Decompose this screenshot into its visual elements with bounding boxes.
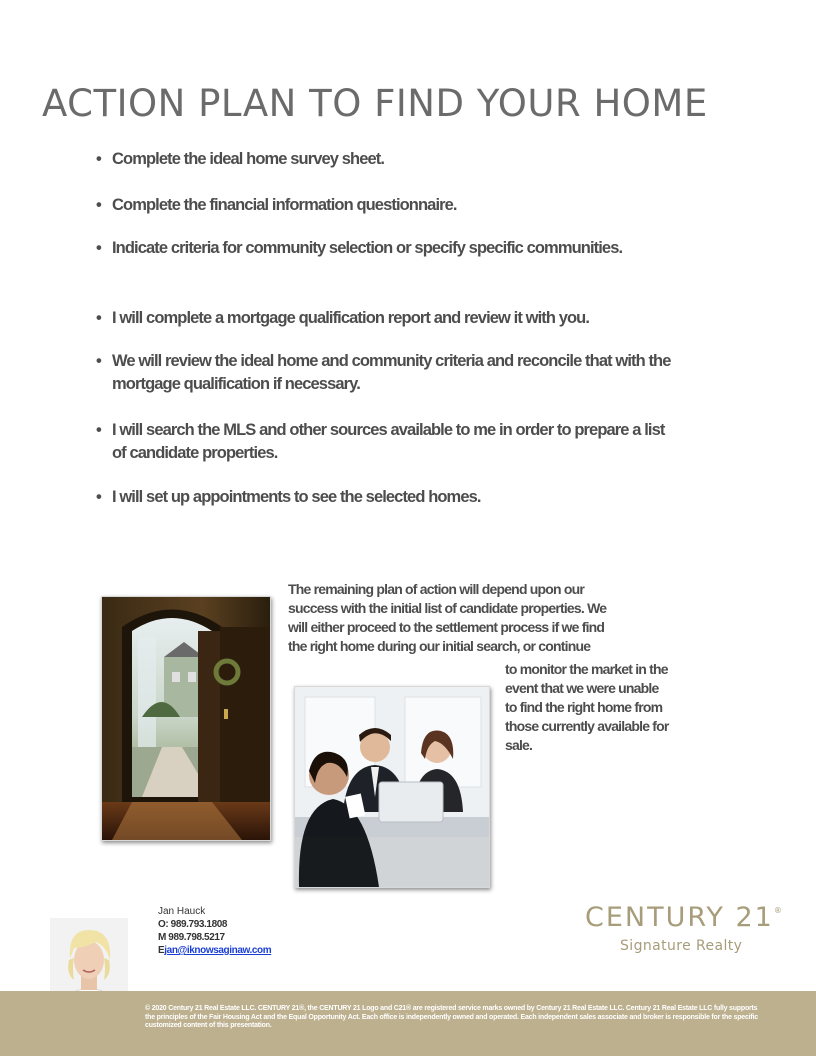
action-item: • Indicate criteria for community selection or specify specific communities. bbox=[96, 237, 632, 260]
agent-name: Jan Hauck bbox=[158, 906, 206, 917]
paragraph-line: sale. bbox=[505, 737, 533, 753]
action-item: • Complete the ideal home survey sheet. bbox=[96, 148, 712, 171]
brand-tagline: Signature Realty bbox=[620, 938, 743, 954]
email-prefix: E bbox=[158, 945, 165, 956]
paragraph-line: event that we were unable bbox=[505, 680, 659, 696]
action-item: • I will complete a mortgage qualification report and review it with you. bbox=[96, 307, 712, 330]
meeting-image bbox=[295, 687, 489, 887]
registered-mark: ® bbox=[773, 906, 782, 915]
paragraph-line: the right home during our initial search, or continue bbox=[288, 638, 591, 654]
agent-email-row bbox=[158, 944, 271, 957]
brand-logo bbox=[585, 902, 782, 933]
page-title: ACTION PLAN TO FIND YOUR HOME bbox=[42, 82, 708, 125]
paragraph-line: to find the right home from bbox=[505, 699, 663, 715]
action-item: • Complete the financial information questionnaire. bbox=[96, 194, 712, 217]
paragraph-line: The remaining plan of action will depend upon our bbox=[288, 581, 585, 597]
legal-disclaimer: © 2020 Century 21 Real Estate LLC. CENTURY 21®, the CENTURY 21 Logo and C21® are registered service marks owned by Century 21 Real Estate LLC. Century 21 Real Estate LLC fully supports the principles of the Fair Housing Act and the Equal Opportunity Act. Each office is independently owned and operated. Each independent sales associate and broker is responsible for the specific customized content of this presentation. bbox=[145, 1005, 758, 1029]
brand-name: CENTURY 21 bbox=[585, 902, 774, 933]
action-item: • I will set up appointments to see the selected homes. bbox=[96, 486, 712, 509]
paragraph-line: success with the initial list of candidate properties. We bbox=[288, 600, 607, 616]
agent-mobile-phone: M 989.798.5217 bbox=[158, 932, 225, 943]
paragraph-line: those currently available for bbox=[505, 718, 669, 734]
meeting-photo bbox=[294, 686, 490, 888]
paragraph-line: will either proceed to the settlement process if we find bbox=[288, 619, 605, 635]
paragraph-line: to monitor the market in the bbox=[505, 661, 668, 677]
agent-office-phone: O: 989.793.1808 bbox=[158, 919, 228, 930]
action-item: • I will search the MLS and other sources available to me in order to prepare a list of candidate properties. bbox=[96, 419, 672, 465]
agent-email-link[interactable]: jan@iknowsaginaw.com bbox=[164, 945, 272, 956]
agent-contact bbox=[158, 905, 271, 957]
front-door-photo bbox=[101, 596, 271, 841]
closing-paragraph bbox=[288, 580, 708, 656]
closing-paragraph-continued bbox=[505, 660, 725, 755]
action-item: • We will review the ideal home and community criteria and reconcile that with the mortgage qualification if necessary. bbox=[96, 350, 712, 396]
front-door-image bbox=[102, 597, 270, 840]
